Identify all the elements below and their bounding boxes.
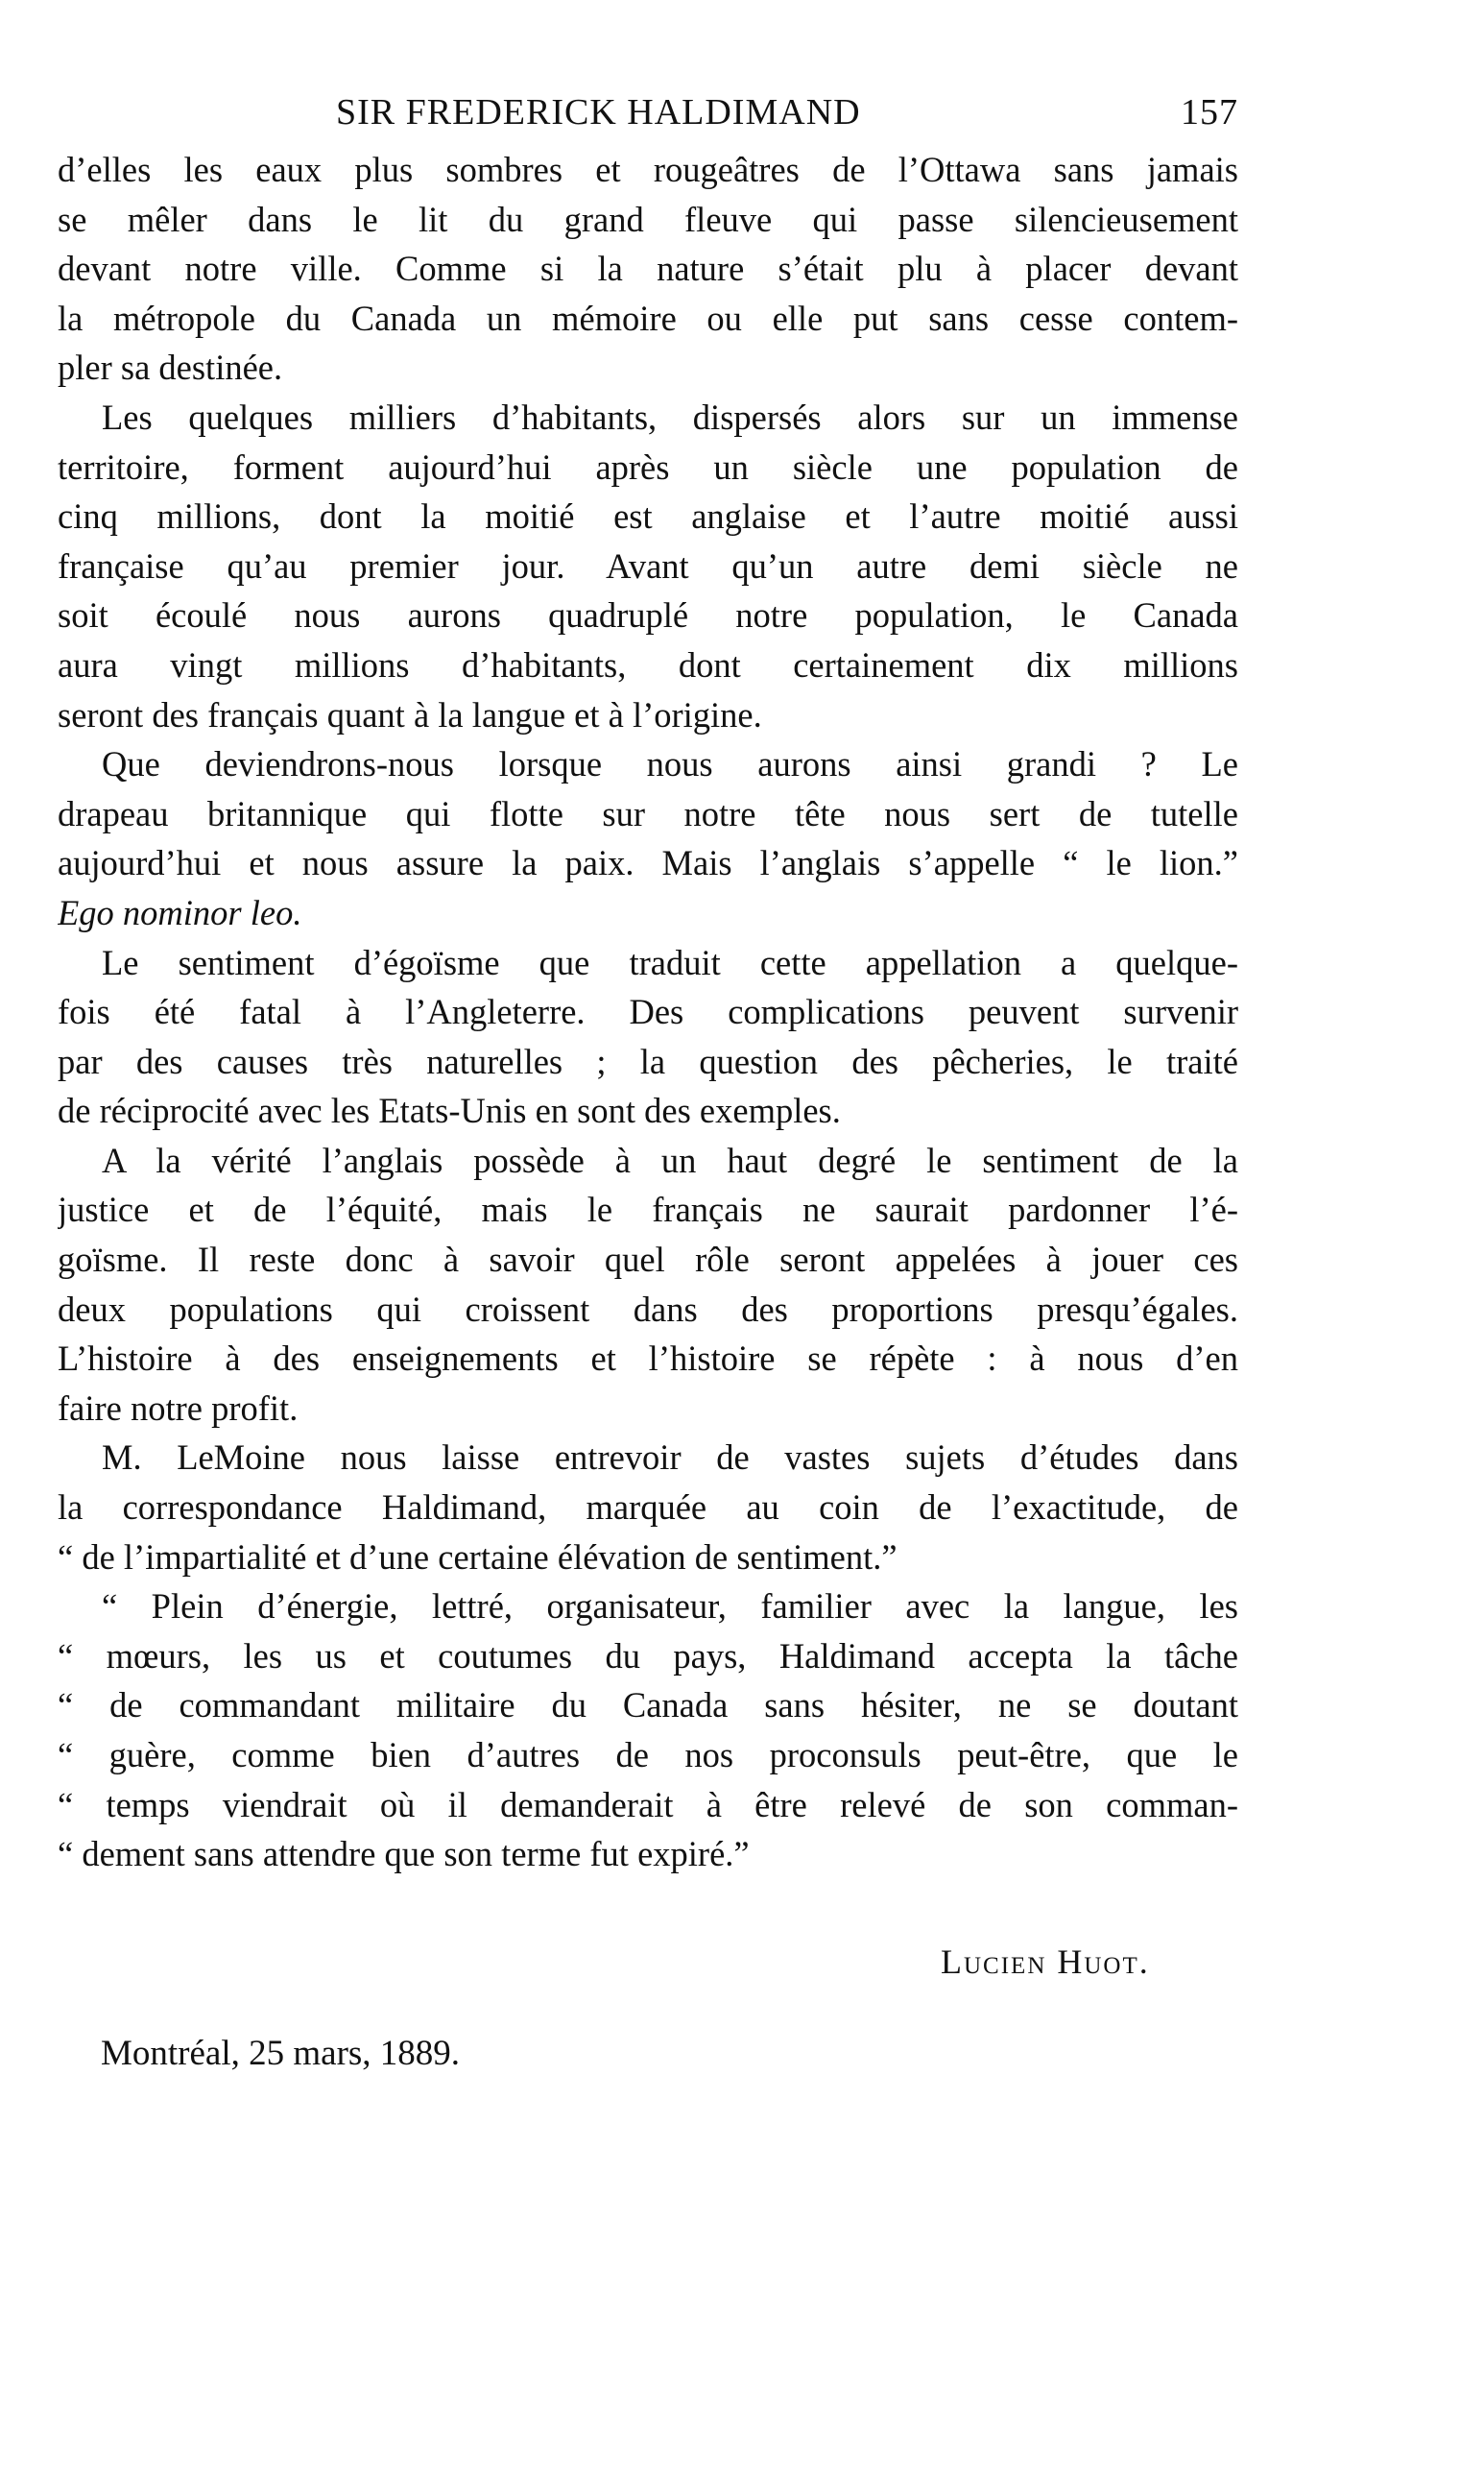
text-line: Le sentiment d’égoïsme que traduit cette appellation a quelque- — [102, 942, 1238, 982]
text-line: aujourd’hui et nous assure la paix. Mais l’anglais s’appelle “ le lion.” — [58, 843, 1238, 883]
text-line: Ego nominor leo. — [58, 892, 302, 932]
text-line: territoire, forment aujourd’hui après un siècle une population de — [58, 446, 1238, 487]
text-line: soit écoulé nous aurons quadruplé notre population, le Canada — [58, 595, 1238, 636]
text-line: Que deviendrons-nous lorsque nous aurons ainsi grandi ? Le — [102, 744, 1238, 784]
text-line: devant notre ville. Comme si la nature s’était plu à placer devant — [58, 249, 1238, 289]
text-line: “ guère, comme bien d’autres de nos proconsuls peut-être, que le — [58, 1735, 1238, 1774]
text-line: aura vingt millions d’habitants, dont certainement dix millions — [58, 644, 1238, 685]
text-line: “ temps viendrait où il demanderait à être relevé de son comman- — [58, 1784, 1238, 1824]
dateline: Montréal, 25 mars, 1889. — [101, 2034, 461, 2073]
text-line: par des causes très naturelles ; la question des pêcheries, le traité — [58, 1041, 1238, 1081]
text-line: “ de commandant militaire du Canada sans hésiter, ne se doutant — [58, 1685, 1238, 1725]
text-line: seront des français quant à la langue et à l’origine. — [58, 694, 762, 735]
text-line: “ dement sans attendre que son terme fut expiré.” — [58, 1834, 750, 1874]
text-line: A la vérité l’anglais possède à un haut degré le sentiment de la — [102, 1140, 1238, 1180]
text-line: deux populations qui croissent dans des proportions presqu’égales. — [58, 1289, 1238, 1329]
running-head — [58, 91, 1238, 145]
text-line: “ mœurs, les us et coutumes du pays, Haldimand accepta la tâche — [58, 1635, 1238, 1676]
text-line: fois été fatal à l’Angleterre. Des complications peuvent survenir — [58, 992, 1238, 1032]
text-line: française qu’au premier jour. Avant qu’un autre demi siècle ne — [58, 545, 1238, 586]
text-line: goïsme. Il reste donc à savoir quel rôle seront appelées à jouer ces — [58, 1240, 1238, 1280]
text-line: la correspondance Haldimand, marquée au coin de l’exactitude, de — [58, 1487, 1238, 1528]
running-title: SIR FREDERICK HALDIMAND — [336, 92, 861, 133]
text-line: de réciprocité avec les Etats-Unis en sont des exemples. — [58, 1091, 841, 1131]
author-signature: Lucien Huot. — [941, 1942, 1150, 1981]
text-line: drapeau britannique qui flotte sur notre tête nous sert de tutelle — [58, 793, 1238, 833]
text-line: justice et de l’équité, mais le français ne saurait pardonner l’é- — [58, 1190, 1238, 1230]
text-line: “ de l’impartialité et d’une certaine élévation de sentiment.” — [58, 1536, 898, 1577]
page-number: 157 — [1181, 92, 1238, 133]
text-line: “ Plein d’énergie, lettré, organisateur, familier avec la langue, les — [102, 1586, 1238, 1627]
text-line: M. LeMoine nous laisse entrevoir de vastes sujets d’études dans — [102, 1437, 1238, 1478]
text-line: d’elles les eaux plus sombres et rougeâtres de l’Ottawa sans jamais — [58, 150, 1238, 189]
text-line: L’histoire à des enseignements et l’histoire se répète : à nous d’en — [58, 1339, 1238, 1379]
text-line: la métropole du Canada un mémoire ou elle put sans cesse contem- — [58, 298, 1238, 338]
body-text — [58, 145, 1238, 1879]
text-line: pler sa destinée. — [58, 348, 283, 388]
text-line: se mêler dans le lit du grand fleuve qui passe silencieusement — [58, 199, 1238, 239]
text-line: cinq millions, dont la moitié est anglaise et l’autre moitié aussi — [58, 496, 1238, 537]
book-page — [58, 91, 1238, 1879]
text-line: faire notre profit. — [58, 1387, 299, 1428]
text-line: Les quelques milliers d’habitants, dispersés alors sur un immense — [102, 397, 1238, 437]
